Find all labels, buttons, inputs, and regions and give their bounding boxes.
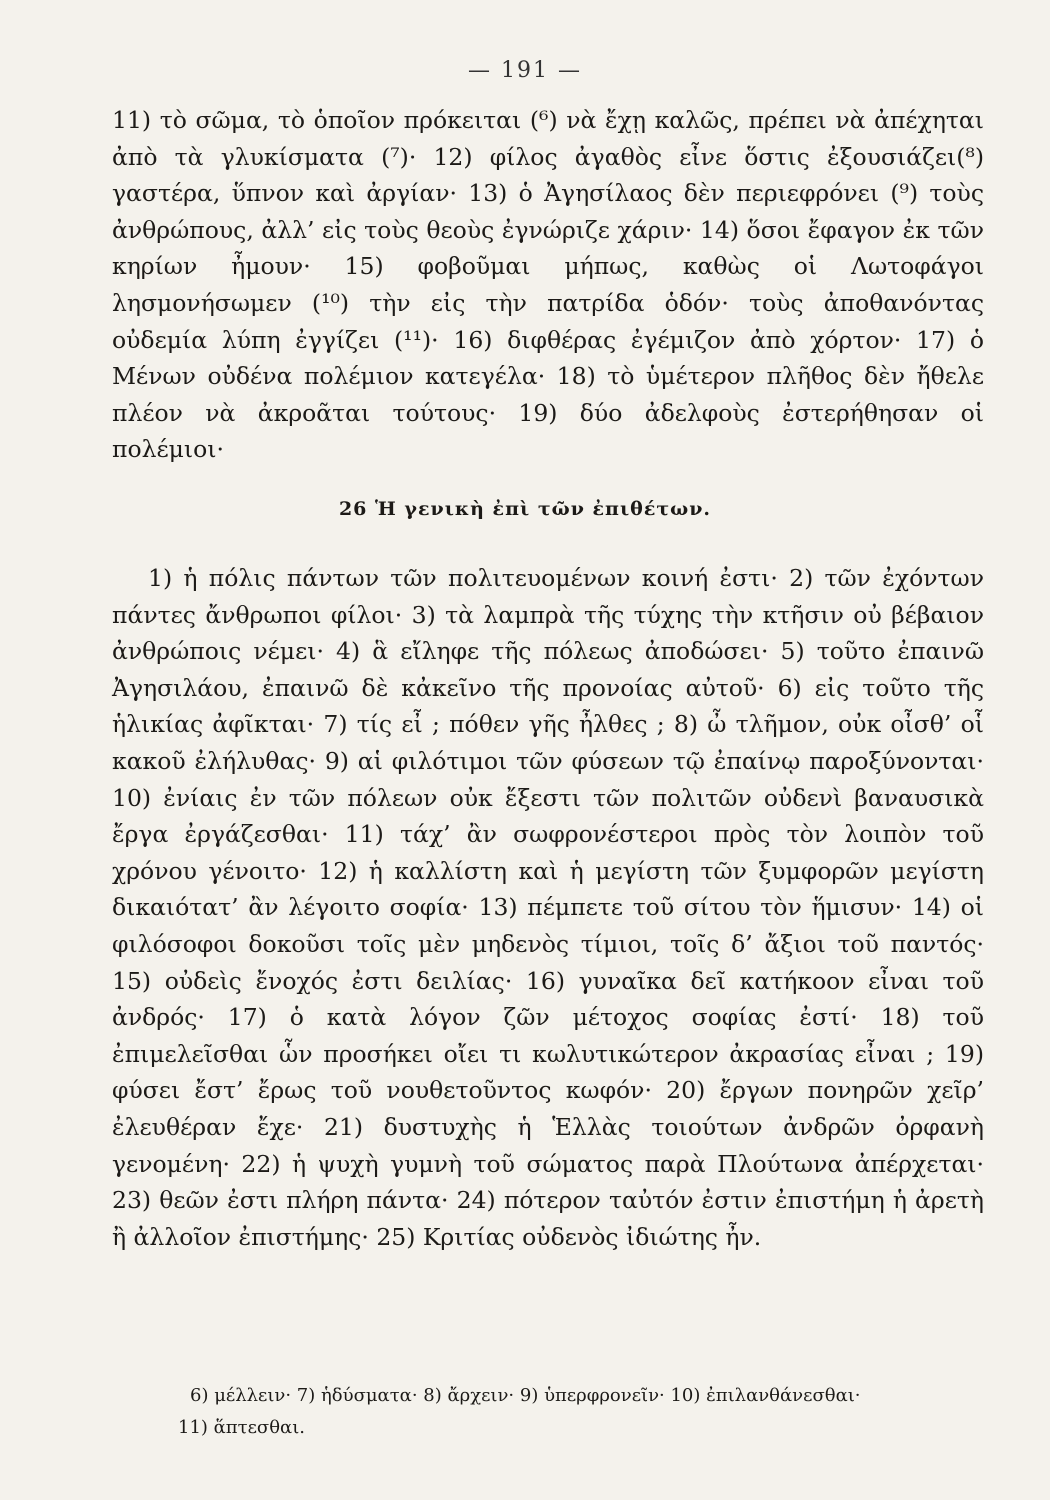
section-26-text: 1) ἡ πόλις πάντων τῶν πολιτευομένων κοινή ἐστι· 2) τῶν ἐχόντων πάντες ἄνθρωποι φίλοι· 3) τὰ λαμπρὰ τῆς τύχης τὴν κτῆσιν οὐ βέβαιον ἀνθρώποις νέμει· 4) ἃ εἴληφε τῆς πόλεως ἀποδώσει· 5) τοῦτο ἐπαινῶ Ἀγησιλάου, ἐπαινῶ δὲ κἀκεῖνο τῆς προνοίας αὐτοῦ· 6) εἰς τοῦτο τῆς ἡλικίας ἀφῖκται· 7) τίς εἶ ; πόθεν γῆς ἦλθες ; 8) ὦ τλῆμον, οὐκ οἶσθ’ οἷ κακοῦ ἐλήλυθας· 9) αἱ φιλότιμοι τῶν φύσεων τῷ ἐπαίνῳ παροξύνονται· 10) ἐνίαις ἐν τῶν πόλεων οὐκ ἔξεστι τῶν πολιτῶν οὐδενὶ βαναυσικὰ ἔργα ἐργάζεσθαι· 11) τάχ’ ἂν σωφρονέστεροι πρὸς τὸν λοιπὸν τοῦ χρόνου γένοιτο· 12) ἡ καλλίστη καὶ ἡ μεγίστη τῶν ξυμφορῶν μεγίστη δικαιότατ’ ἂν λέγοιτο σοφία· 13) πέμπετε τοῦ σίτου τὸν ἥμισυν· 14) οἱ φιλόσοφοι δοκοῦσι τοῖς μὲν μηδενὸς τίμιοι, τοῖς δ’ ἄξιοι τοῦ παντός· 15) οὐδεὶς ἔνοχός ἐστι δειλίας· 16) γυναῖκα δεῖ κατήκοον εἶναι τοῦ ἀνδρός· 17) ὁ κατὰ λόγον ζῶν μέτοχος σοφίας ἐστί· 18) τοῦ ἐπιμελεῖσθαι ὧν προσήκει οἴει τι κωλυτικώτερον ἀκρασίας εἶναι ; 19) φύσει ἔστ’ ἔρως τοῦ νουθετοῦντος κωφόν· 20) ἔργων πονηρῶν χεῖρ’ ἐλευθέραν ἔχε· 21) δυστυχὴς ἡ Ἑλλὰς τοιούτων ἀνδρῶν ὀρφανὴ γενομένη· 22) ἡ ψυχὴ γυμνὴ τοῦ σώματος παρὰ Πλούτωνα ἀπέρχεται· 23) θεῶν ἐστι πλήρη πάντα· 24) πότερον ταὐτόν ἐστιν ἐπιστήμη ἡ ἀρετὴ ἢ ἀλλοῖον ἐπιστήμης· 25) Κριτίας οὐδενὸς ἰδιώτης ἦν. (112, 564, 984, 1251)
exercise-25-continued-text: 11) τὸ σῶμα, τὸ ὁποῖον πρόκειται (⁶) νὰ ἔχῃ καλῶς, πρέπει νὰ ἀπέχηται ἀπὸ τὰ γλυκίσματα (⁷)· 12) φίλος ἀγαθὸς εἶνε ὅστις ἐξουσιάζει(⁸) γαστέρα, ὕπνον καὶ ἀργίαν· 13) ὁ Ἀγησίλαος δὲν περιεφρόνει (⁹) τοὺς ἀνθρώπους, ἀλλ’ εἰς τοὺς θεοὺς ἐγνώριζε χάριν· 14) ὅσοι ἔφαγον ἐκ τῶν κηρίων ἦμουν· 15) φοβοῦμαι μήπως, καθὼς οἱ Λωτοφάγοι λησμονήσωμεν (¹⁰) τὴν εἰς τὴν πατρίδα ὁδόν· τοὺς ἀποθανόντας οὐδεμία λύπη ἐγγίζει (¹¹)· 16) διφθέρας ἐγέμιζον ἀπὸ χόρτον· 17) ὁ Μένων οὐδένα πολέμιον κατεγέλα· 18) τὸ ὑμέτερον πλῆθος δὲν ἤθελε πλέον νὰ ἀκροᾶται τούτους· 19) δύο ἀδελφοὺς ἐστερήθησαν οἱ πολέμιοι· (112, 106, 984, 464)
section-26-heading: 26 Ἡ γενικὴ ἐπὶ τῶν ἐπιθέτων. (338, 498, 712, 520)
footnote-line-1: 6) μέλλειν· 7) ἡδύσματα· 8) ἄρχειν· 9) ὑπερφρονεῖν· 10) ἐπιλανθάνεσθαι· (190, 1385, 861, 1406)
page-number: — 191 — (468, 58, 582, 83)
footnotes (178, 1380, 1020, 1444)
footnote-line-2: 11) ἅπτεσθαι. (178, 1417, 305, 1438)
